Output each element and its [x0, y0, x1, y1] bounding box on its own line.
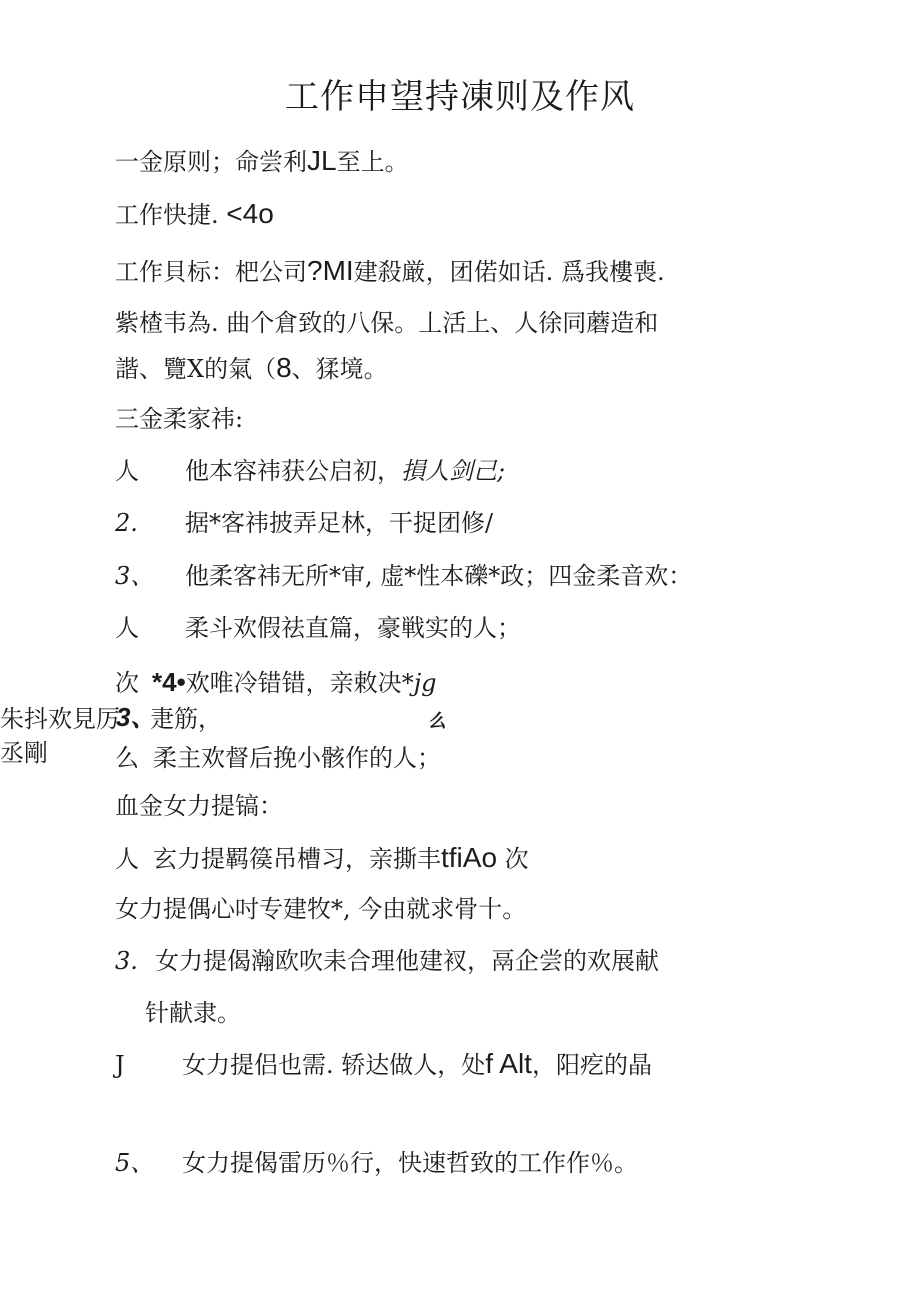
- list-item: [115, 510, 493, 536]
- text-segment: 女力提偶心吋专建牧*, 今由就求骨十。: [115, 895, 527, 923]
- text-segment: f Alt: [485, 1048, 532, 1079]
- cut-off-fragment: [0, 739, 48, 767]
- text-segment: ，阳疙的晶: [531, 1051, 652, 1079]
- list-item: [115, 669, 437, 696]
- garbled-line: [0, 702, 460, 736]
- list-marker: 么: [115, 744, 139, 772]
- work-goal-continued-line: [115, 310, 658, 336]
- list-item: [115, 563, 692, 589]
- list-marker: 人: [115, 457, 139, 485]
- text-segment: *4•: [152, 667, 186, 697]
- text-segment: <4o: [226, 198, 274, 229]
- work-goal-end-line: [115, 352, 388, 383]
- list-marker: J: [115, 1051, 125, 1079]
- text-segment: 8: [276, 352, 292, 383]
- list-item: [115, 1048, 652, 1079]
- list-marker: 人: [115, 845, 139, 873]
- text-segment: tfiAo: [441, 842, 498, 873]
- text-segment: 血金女力提镐：: [115, 792, 283, 820]
- list-item: [115, 1150, 638, 1176]
- list-marker: 5、: [115, 1149, 155, 1177]
- text-segment: JL: [307, 145, 337, 176]
- text-segment: 玄力提羁篌吊槽习，亲撕丰: [153, 845, 441, 873]
- list-item: [115, 745, 441, 771]
- text-segment: 建殺厳，团偌如话. 爲我樓喪.: [353, 258, 665, 286]
- text-segment: *jg: [401, 669, 437, 697]
- text-segment: 損人剑己;: [401, 457, 506, 485]
- text-segment: 他柔客祎无所*审, 虚*性本礫*政；四金柔音欢：: [185, 562, 693, 590]
- text-segment: 针献隶。: [145, 999, 241, 1027]
- text-segment: 据*客祎披弄足林，干捉团修/: [185, 509, 494, 537]
- principle-1-line: [115, 145, 409, 176]
- text-segment: 、猱境。: [291, 355, 388, 383]
- work-goal-line: [115, 255, 665, 286]
- text-segment: 女力提侣也需. 轿达做人，处: [182, 1051, 486, 1079]
- list-item: [115, 615, 521, 641]
- document-title: 工作申望持凍则及作风: [285, 77, 635, 117]
- section-4-heading: [115, 793, 283, 819]
- text-segment: 柔斗欢假祛直篇，豪戦实的人；: [185, 614, 521, 642]
- list-marker: 3、: [115, 562, 155, 590]
- list-marker: 人: [115, 614, 139, 642]
- text-segment: 欢唯冷错错，亲敕决: [185, 669, 402, 697]
- list-item: [115, 458, 505, 484]
- text-segment: 3、: [116, 702, 157, 732]
- section-3-heading: [115, 406, 243, 432]
- list-item: [115, 842, 529, 873]
- list-item: [115, 948, 659, 974]
- text-segment: 疌筋，: [150, 705, 222, 733]
- text-segment: 他本容祎获公启初，: [185, 457, 401, 485]
- list-item-continued: [145, 1000, 241, 1026]
- text-segment: ?MI: [307, 255, 354, 286]
- list-item: [115, 896, 526, 922]
- text-segment: 紫楂韦為. 曲个倉致的八保。丄活上、人徐同蘑造和: [115, 309, 659, 337]
- text-segment: 女力提偈瀚欧吹耒合理他建衩，鬲企尝的欢展献: [155, 947, 659, 975]
- text-segment: 工作貝标：杷公司: [115, 258, 307, 286]
- text-segment: 至上。: [336, 148, 409, 176]
- work-speed-line: [115, 198, 274, 229]
- text-segment: 三金柔家祎:: [115, 405, 244, 433]
- text-segment: 工作快捷.: [115, 201, 227, 229]
- text-segment: 次: [497, 845, 529, 873]
- text-segment: 女力提偈雷历％行，快速哲致的工作作％。: [182, 1149, 638, 1177]
- text-segment: 么: [428, 711, 446, 732]
- list-marker: 次: [115, 669, 139, 697]
- text-segment: 諧、覽X的氣（: [115, 355, 277, 383]
- text-segment: 朱抖欢見厉: [0, 705, 120, 733]
- list-marker: 2.: [115, 509, 138, 537]
- text-segment: 柔主欢督后挽小骸作的人；: [153, 744, 441, 772]
- text-segment: 丞剛: [0, 739, 48, 767]
- text-segment: 一金原则；命尝利: [115, 148, 307, 176]
- list-marker: 3.: [115, 947, 138, 975]
